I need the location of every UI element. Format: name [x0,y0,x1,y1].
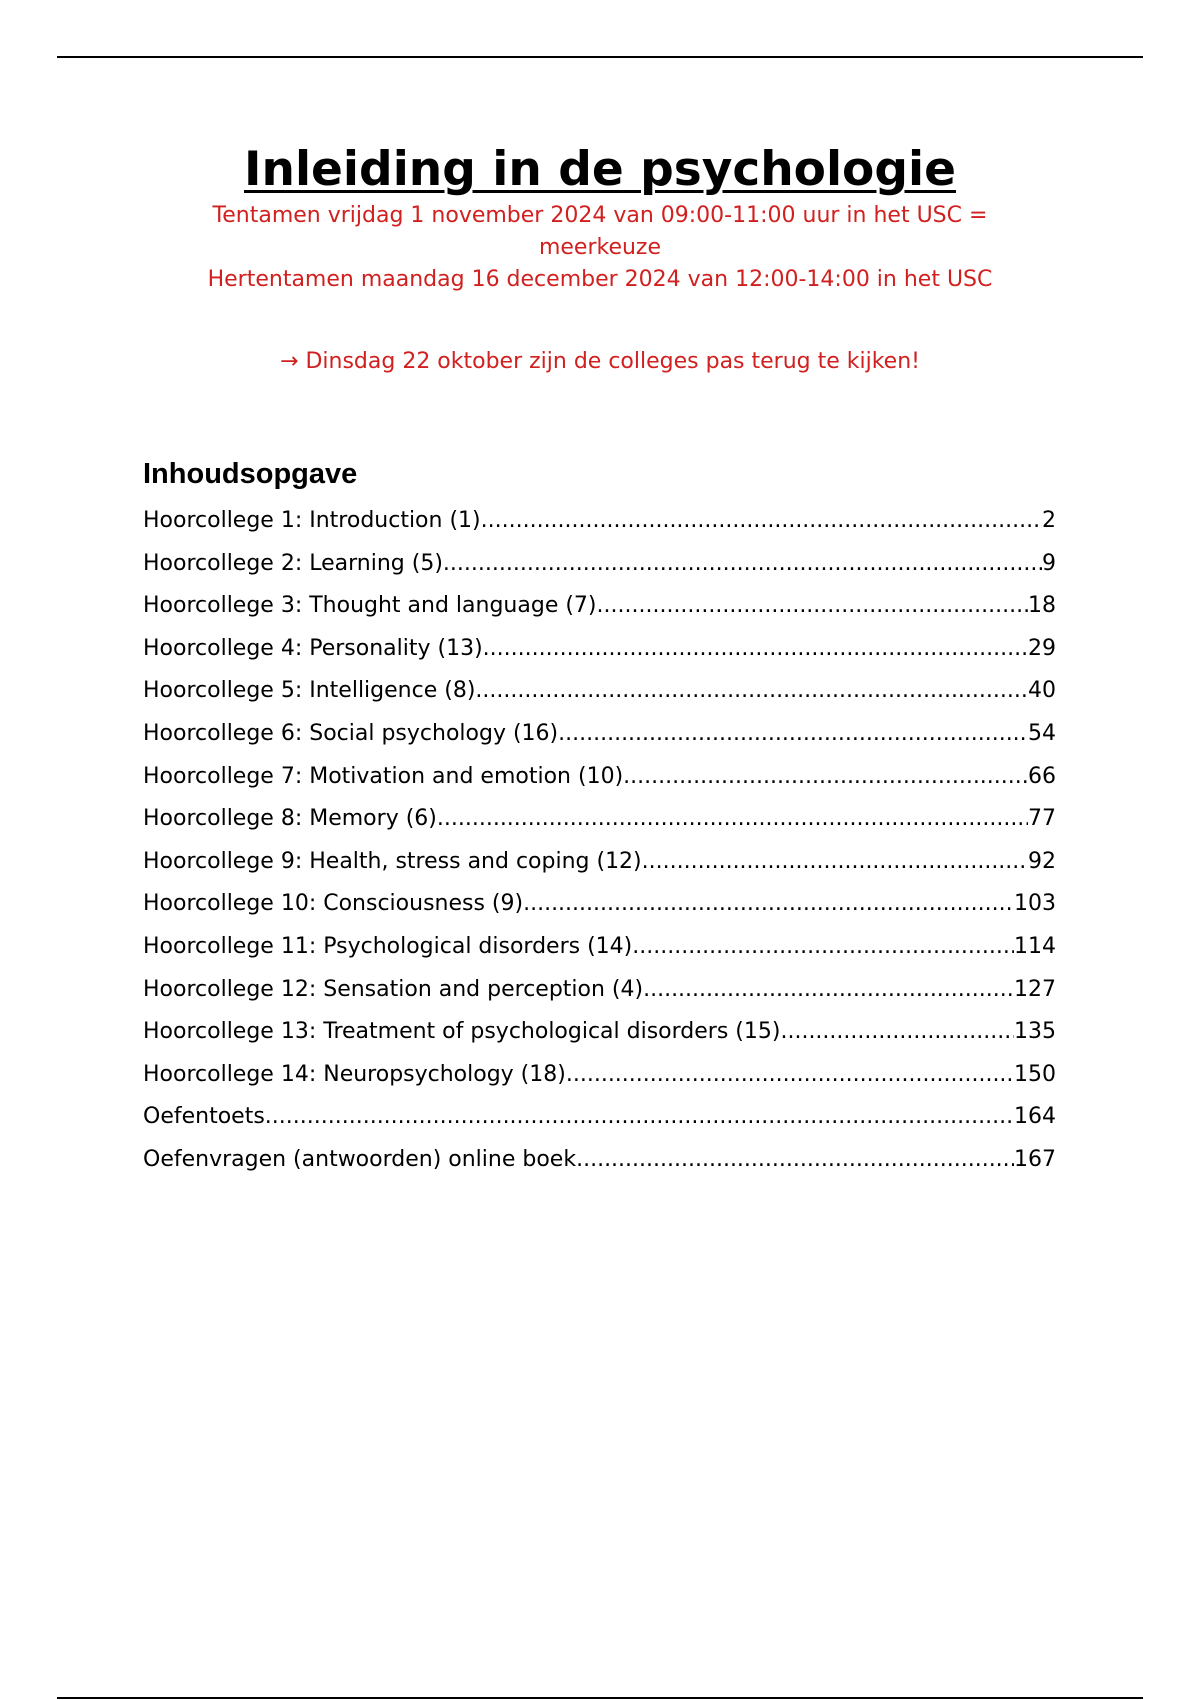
toc-entry[interactable] [143,628,1056,671]
toc-entry-page-number: 127 [1014,976,1056,1002]
toc-entry[interactable] [143,756,1056,799]
toc-entry-page-number: 54 [1028,720,1056,746]
toc-entry-page-number: 167 [1014,1146,1056,1172]
resit-info-line: Hertentamen maandag 16 december 2024 van 12:00-14:00 in het USC [207,267,993,292]
toc-entry-title: Hoorcollege 8: Memory (6) [143,806,437,832]
toc-entry[interactable] [143,883,1056,926]
toc-dot-leader [566,1054,1014,1097]
toc-dot-leader [642,841,1028,884]
toc-entry-title: Hoorcollege 6: Social psychology (16) [143,720,559,746]
toc-entry[interactable] [143,713,1056,756]
toc-entry-title: Hoorcollege 9: Health, stress and coping (12) [143,848,642,874]
toc-entry[interactable] [143,543,1056,586]
toc-entry-title: Hoorcollege 4: Personality (13) [143,635,483,661]
toc-entry[interactable] [143,798,1056,841]
toc-entry[interactable] [143,1011,1056,1054]
toc-dot-leader [437,798,1028,841]
toc-entry[interactable] [143,670,1056,713]
toc-entry-title: Hoorcollege 10: Consciousness (9) [143,891,524,917]
toc-entry[interactable] [143,926,1056,969]
toc-entry-page-number: 135 [1014,1019,1056,1045]
toc-dot-leader [643,969,1014,1012]
exam-info-line: Tentamen vrijdag 1 november 2024 van 09:00-11:00 uur in het USC = [212,203,988,228]
toc-entry[interactable] [143,841,1056,884]
toc-entry[interactable] [143,1096,1056,1139]
recording-notice [150,346,1050,378]
toc-dot-leader [481,500,1042,543]
toc-dot-leader [265,1096,1014,1139]
arrow-right-icon: → [280,349,299,374]
document-title: Inleiding in de psychologie [244,142,956,197]
header-rule [57,56,1143,58]
toc-entry-title: Hoorcollege 12: Sensation and perception (4) [143,976,644,1002]
toc-entry-title: Hoorcollege 11: Psychological disorders (14) [143,933,633,959]
toc-entry-title: Hoorcollege 7: Motivation and emotion (10) [143,763,624,789]
document-header [150,140,1050,296]
table-of-contents [143,454,1056,1182]
toc-entry-page-number: 9 [1042,550,1056,576]
toc-entry-page-number: 103 [1014,891,1056,917]
toc-heading: Inhoudsopgave [143,458,358,490]
toc-dot-leader [475,670,1028,713]
toc-entry-title: Hoorcollege 2: Learning (5) [143,550,443,576]
toc-dot-leader [558,713,1028,756]
toc-entry-page-number: 150 [1014,1061,1056,1087]
toc-dot-leader [576,1139,1014,1182]
toc-entry[interactable] [143,969,1056,1012]
toc-entry[interactable] [143,500,1056,543]
toc-dot-leader [597,585,1028,628]
toc-entry-page-number: 29 [1028,635,1056,661]
toc-entry-page-number: 66 [1028,763,1056,789]
toc-entry-page-number: 114 [1014,933,1056,959]
toc-entry-title: Hoorcollege 3: Thought and language (7) [143,593,597,619]
toc-entry-page-number: 164 [1014,1104,1056,1130]
toc-entry-page-number: 2 [1042,508,1056,533]
toc-entry-title: Oefentoets [143,1104,265,1130]
toc-dot-leader [623,756,1028,799]
toc-dot-leader [483,628,1028,671]
toc-list [143,500,1056,1182]
toc-entry-page-number: 40 [1028,678,1056,704]
toc-entry[interactable] [143,585,1056,628]
toc-entry-page-number: 92 [1028,848,1056,874]
exam-info-line: meerkeuze [538,235,662,260]
toc-entry-title: Hoorcollege 5: Intelligence (8) [143,678,476,704]
toc-entry[interactable] [143,1139,1056,1182]
toc-entry-page-number: 18 [1028,593,1056,619]
toc-dot-leader [632,926,1014,969]
toc-dot-leader [780,1011,1014,1054]
footer-rule [57,1697,1143,1699]
toc-entry-title: Hoorcollege 14: Neuropsychology (18) [143,1061,566,1087]
toc-entry-title: Hoorcollege 1: Introduction (1) [143,508,481,533]
toc-entry[interactable] [143,1054,1056,1097]
toc-entry-page-number: 77 [1028,806,1056,832]
toc-entry-title: Oefenvragen (antwoorden) online boek [143,1146,577,1172]
toc-entry-title: Hoorcollege 13: Treatment of psychological disorders (15) [143,1019,781,1045]
toc-dot-leader [443,543,1042,586]
toc-dot-leader [523,883,1014,926]
recording-notice-text: Dinsdag 22 oktober zijn de colleges pas terug te kijken! [305,349,920,374]
